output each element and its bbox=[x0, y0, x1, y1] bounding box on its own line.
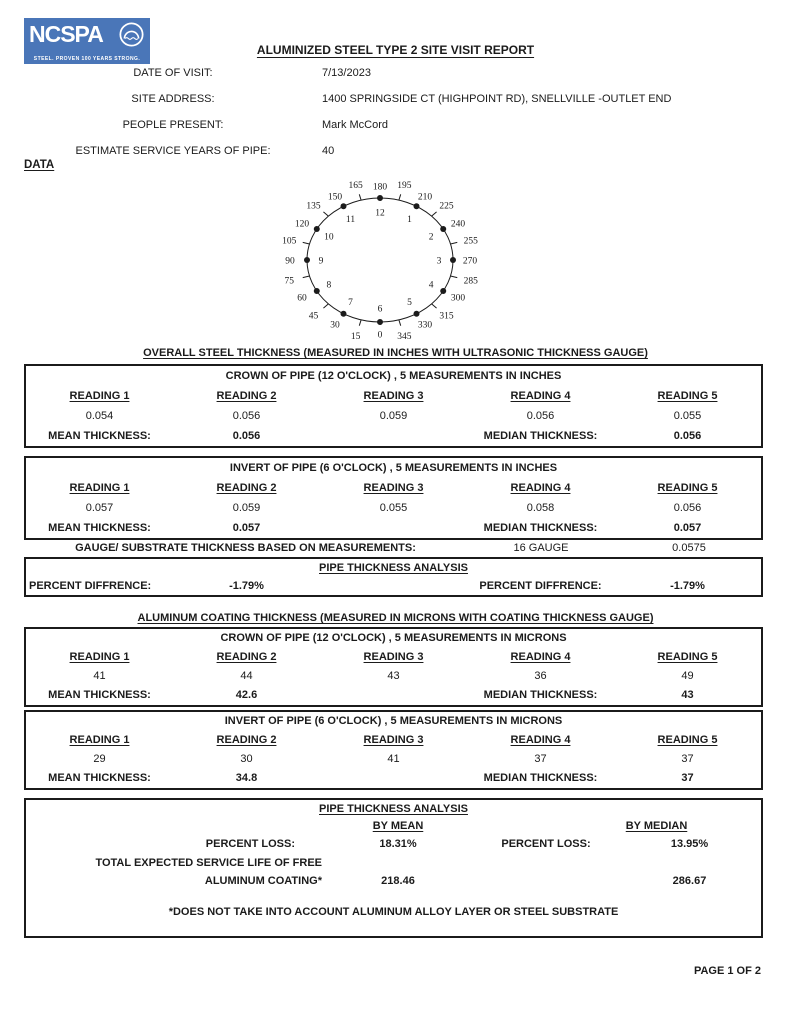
steel-section-heading: OVERALL STEEL THICKNESS (MEASURED IN INCHES WITH ULTRASONIC THICKNESS GAUGE) bbox=[143, 347, 648, 359]
table-title-row bbox=[26, 458, 761, 478]
coating-analysis-title: PIPE THICKNESS ANALYSIS bbox=[319, 803, 468, 815]
stats-row bbox=[26, 426, 761, 446]
service-life-median-value: 286.67 bbox=[672, 875, 707, 887]
reading-value: 29 bbox=[93, 753, 106, 765]
clock-hour-label: 5 bbox=[407, 298, 412, 309]
service-years-value: 40 bbox=[322, 145, 335, 157]
date-of-visit-value: 7/13/2023 bbox=[322, 67, 371, 79]
clock-degree-label: 240 bbox=[450, 219, 466, 230]
median-value: 0.056 bbox=[673, 430, 702, 442]
clock-degree-label: 345 bbox=[397, 331, 412, 342]
reading-value: 30 bbox=[240, 753, 253, 765]
median-value: 43 bbox=[681, 689, 694, 701]
reading-value: 43 bbox=[387, 670, 400, 682]
median-value: 37 bbox=[681, 772, 694, 784]
reading-header-row bbox=[26, 731, 761, 750]
reading-header: READING 4 bbox=[510, 651, 571, 663]
reading-value: 0.054 bbox=[85, 410, 114, 422]
crown-coating-table bbox=[24, 627, 763, 707]
table-title: INVERT OF PIPE (6 O'CLOCK) , 5 MEASUREMENTS IN INCHES bbox=[229, 462, 558, 474]
clock-degree-label: 105 bbox=[282, 236, 297, 247]
clock-hour-label: 6 bbox=[377, 304, 383, 315]
reading-value: 49 bbox=[681, 670, 694, 682]
reading-value-row bbox=[26, 750, 761, 769]
gauge-substrate-label: GAUGE/ SUBSTRATE THICKNESS BASED ON MEASUREMENTS: bbox=[75, 542, 416, 554]
clock-degree-label: 270 bbox=[462, 256, 478, 267]
invert-coating-table bbox=[24, 710, 763, 790]
by-column-headers-row bbox=[26, 818, 761, 835]
clock-degree-label: 300 bbox=[450, 293, 466, 304]
percent-difference-label: PERCENT DIFFRENCE: bbox=[29, 580, 152, 592]
date-of-visit-label: DATE OF VISIT: bbox=[133, 67, 213, 79]
reading-value: 37 bbox=[534, 753, 547, 765]
percent-loss-row bbox=[26, 835, 761, 854]
ncspa-logo-text: NCSPA bbox=[29, 21, 103, 47]
clock-degree-label: 165 bbox=[348, 181, 363, 192]
reading-value: 37 bbox=[681, 753, 694, 765]
reading-value: 0.058 bbox=[526, 502, 555, 514]
substrate-thickness-value: 0.0575 bbox=[672, 542, 706, 554]
reading-header-row bbox=[26, 386, 761, 406]
reading-value: 44 bbox=[240, 670, 253, 682]
reading-header: READING 3 bbox=[363, 734, 424, 746]
data-heading: DATA bbox=[24, 159, 55, 171]
clock-hour-label: 8 bbox=[326, 280, 332, 291]
median-label: MEDIAN THICKNESS: bbox=[483, 689, 598, 701]
table-title: INVERT OF PIPE (6 O'CLOCK) , 5 MEASUREMENTS IN MICRONS bbox=[224, 715, 563, 727]
clock-degree-label: 30 bbox=[330, 320, 340, 331]
page-title: ALUMINIZED STEEL TYPE 2 SITE VISIT REPORT bbox=[256, 43, 535, 57]
percent-difference-value: -1.79% bbox=[670, 580, 705, 592]
mean-value: 42.6 bbox=[235, 689, 258, 701]
clock-hour-label: 12 bbox=[375, 208, 385, 219]
clock-hour-label: 1 bbox=[407, 214, 412, 225]
people-present-value: Mark McCord bbox=[322, 119, 389, 131]
table-title-row bbox=[26, 629, 761, 648]
reading-header: READING 3 bbox=[363, 651, 424, 663]
percent-loss-label: PERCENT LOSS: bbox=[501, 838, 591, 850]
stats-row bbox=[26, 686, 761, 705]
clock-degree-label: 135 bbox=[306, 201, 321, 212]
median-label: MEDIAN THICKNESS: bbox=[483, 430, 598, 442]
service-life-label-row-1 bbox=[26, 854, 761, 872]
reading-header: READING 4 bbox=[510, 482, 571, 494]
table-title: CROWN OF PIPE (12 O'CLOCK) , 5 MEASUREMENTS IN MICRONS bbox=[220, 632, 567, 644]
clock-hour-label: 11 bbox=[345, 214, 356, 225]
reading-header: READING 5 bbox=[657, 734, 718, 746]
service-life-value-row bbox=[26, 872, 761, 890]
gauge-value: 16 GAUGE bbox=[513, 542, 569, 554]
clock-degree-label: 0 bbox=[377, 330, 383, 341]
by-median-header: BY MEDIAN bbox=[625, 820, 688, 832]
clock-degree-label: 315 bbox=[439, 311, 454, 322]
clock-degree-label: 90 bbox=[285, 256, 295, 267]
mean-label: MEAN THICKNESS: bbox=[48, 430, 151, 442]
reading-header: READING 1 bbox=[69, 482, 130, 494]
clock-degree-label: 150 bbox=[327, 192, 343, 203]
ncspa-logo-tagline: STEEL. PROVEN 100 YEARS STRONG. bbox=[33, 56, 141, 62]
clock-hour-label: 7 bbox=[348, 298, 353, 309]
clock-degree-label: 15 bbox=[350, 331, 361, 342]
reading-value-row bbox=[26, 498, 761, 518]
table-title-row bbox=[26, 712, 761, 731]
reading-value: 0.055 bbox=[379, 502, 408, 514]
reading-header: READING 1 bbox=[69, 651, 130, 663]
reading-header: READING 1 bbox=[69, 734, 130, 746]
percent-difference-value: -1.79% bbox=[229, 580, 264, 592]
invert-steel-table bbox=[24, 456, 763, 540]
reading-header-row bbox=[26, 478, 761, 498]
mean-label: MEAN THICKNESS: bbox=[48, 689, 151, 701]
visit-info bbox=[24, 60, 671, 164]
mean-value: 0.057 bbox=[232, 522, 261, 534]
mean-value: 34.8 bbox=[235, 772, 258, 784]
reading-header: READING 5 bbox=[657, 482, 718, 494]
reading-value: 0.055 bbox=[673, 410, 702, 422]
reading-header: READING 1 bbox=[69, 390, 130, 402]
clock-degree-label: 60 bbox=[297, 293, 307, 304]
clock-degree-label: 180 bbox=[372, 182, 388, 193]
reading-header: READING 3 bbox=[363, 390, 424, 402]
clock-degree-label: 225 bbox=[439, 201, 454, 212]
steel-analysis-box bbox=[24, 557, 763, 597]
ncspa-logo bbox=[24, 18, 150, 64]
visit-info-row bbox=[24, 138, 671, 164]
percent-loss-median-value: 13.95% bbox=[670, 838, 709, 850]
reading-header: READING 2 bbox=[216, 390, 277, 402]
site-address-label: SITE ADDRESS: bbox=[131, 93, 215, 105]
steel-analysis-title: PIPE THICKNESS ANALYSIS bbox=[319, 562, 468, 574]
clock-degree-label: 120 bbox=[294, 219, 310, 230]
percent-loss-label: PERCENT LOSS: bbox=[205, 838, 295, 850]
percent-difference-row bbox=[26, 577, 761, 595]
reading-value: 0.056 bbox=[232, 410, 261, 422]
reading-value: 41 bbox=[387, 753, 400, 765]
median-label: MEDIAN THICKNESS: bbox=[483, 522, 598, 534]
reading-value: 41 bbox=[93, 670, 106, 682]
coating-analysis-box bbox=[24, 798, 763, 938]
median-label: MEDIAN THICKNESS: bbox=[483, 772, 598, 784]
service-life-label-line2: ALUMINUM COATING* bbox=[204, 875, 322, 887]
mean-value: 0.056 bbox=[232, 430, 261, 442]
service-years-label: ESTIMATE SERVICE YEARS OF PIPE: bbox=[75, 145, 271, 157]
clock-degree-label: 210 bbox=[417, 192, 433, 203]
reading-value: 0.056 bbox=[526, 410, 555, 422]
reading-header: READING 5 bbox=[657, 390, 718, 402]
service-life-label-line1: TOTAL EXPECTED SERVICE LIFE OF FREE bbox=[95, 857, 322, 869]
mean-label: MEAN THICKNESS: bbox=[48, 772, 151, 784]
page-number: PAGE 1 OF 2 bbox=[693, 965, 761, 977]
visit-info-row bbox=[24, 60, 671, 86]
clock-hour-label: 10 bbox=[324, 232, 334, 243]
reading-header: READING 2 bbox=[216, 482, 277, 494]
reading-header: READING 4 bbox=[510, 734, 571, 746]
table-title-row bbox=[26, 366, 761, 386]
clock-degree-label: 195 bbox=[397, 181, 412, 192]
coating-footnote: *DOES NOT TAKE INTO ACCOUNT ALUMINUM ALLOY LAYER OR STEEL SUBSTRATE bbox=[168, 906, 619, 918]
coating-section-heading: ALUMINUM COATING THICKNESS (MEASURED IN MICRONS WITH COATING THICKNESS GAUGE) bbox=[137, 612, 654, 624]
percent-loss-mean-value: 18.31% bbox=[379, 838, 417, 850]
clock-degree-label: 330 bbox=[417, 320, 433, 331]
reading-value: 0.057 bbox=[85, 502, 114, 514]
reading-header: READING 5 bbox=[657, 651, 718, 663]
reading-header: READING 2 bbox=[216, 651, 277, 663]
gauge-substrate-row bbox=[24, 540, 763, 556]
reading-value: 0.059 bbox=[232, 502, 261, 514]
median-value: 0.057 bbox=[673, 522, 702, 534]
reading-header: READING 4 bbox=[510, 390, 571, 402]
percent-difference-label: PERCENT DIFFRENCE: bbox=[479, 580, 602, 592]
mean-label: MEAN THICKNESS: bbox=[48, 522, 151, 534]
table-title: CROWN OF PIPE (12 O'CLOCK) , 5 MEASUREMENTS IN INCHES bbox=[225, 370, 562, 382]
clock-hour-label: 3 bbox=[436, 256, 442, 267]
reading-value: 36 bbox=[534, 670, 547, 682]
stats-row bbox=[26, 769, 761, 788]
clock-hour-label: 2 bbox=[428, 232, 434, 243]
clock-degree-label: 255 bbox=[463, 236, 478, 247]
reading-value-row bbox=[26, 667, 761, 686]
reading-value-row bbox=[26, 406, 761, 426]
visit-info-row bbox=[24, 112, 671, 138]
clock-hour-label: 4 bbox=[428, 280, 434, 291]
crown-steel-table bbox=[24, 364, 763, 448]
reading-value: 0.056 bbox=[673, 502, 702, 514]
stats-row bbox=[26, 518, 761, 538]
reading-header: READING 2 bbox=[216, 734, 277, 746]
clock-hour-label: 9 bbox=[318, 256, 324, 267]
clock-degree-label: 285 bbox=[463, 276, 478, 287]
by-mean-header: BY MEAN bbox=[372, 820, 424, 832]
service-life-mean-value: 218.46 bbox=[381, 875, 415, 887]
reading-header: READING 3 bbox=[363, 482, 424, 494]
reading-value: 0.059 bbox=[379, 410, 408, 422]
visit-info-row bbox=[24, 86, 671, 112]
clock-degree-label: 45 bbox=[308, 311, 319, 322]
people-present-label: PEOPLE PRESENT: bbox=[122, 119, 224, 131]
reading-header-row bbox=[26, 648, 761, 667]
clock-degree-label: 75 bbox=[284, 276, 294, 287]
site-address-value: 1400 SPRINGSIDE CT (HIGHPOINT RD), SNELLVILLE -OUTLET END bbox=[322, 93, 672, 105]
clock-diagram bbox=[255, 172, 505, 348]
